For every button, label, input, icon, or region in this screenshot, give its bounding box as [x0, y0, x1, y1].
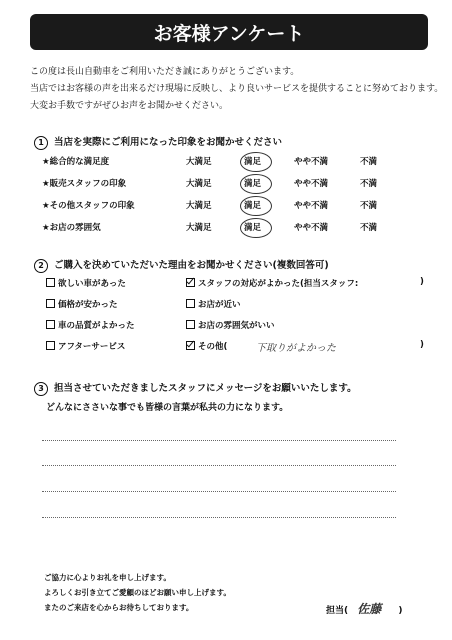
section-number: 3	[34, 382, 48, 396]
rating-option[interactable]	[186, 177, 212, 189]
rating-option[interactable]	[294, 155, 328, 167]
footer-line: ご協力に心よりお礼を申し上げます。	[44, 573, 171, 582]
footer-line: よろしくお引き立てご愛顧のほどお願い申し上げます。	[44, 588, 231, 597]
rating-option-label: やや不満	[294, 223, 329, 233]
rating-option-label: 満足	[244, 223, 262, 233]
rating-row	[42, 177, 402, 193]
reason-label: 欲しい車があった	[58, 279, 126, 289]
footer-line: またのご来店を心からお待ちしております。	[44, 603, 194, 612]
intro-text	[30, 64, 443, 115]
reason-option[interactable]	[46, 319, 135, 331]
section-number: 2	[34, 259, 48, 273]
reason-option[interactable]	[186, 319, 275, 331]
rating-option-label: 不満	[360, 223, 378, 233]
message-line[interactable]	[42, 517, 396, 518]
reason-label: その他(	[198, 342, 228, 352]
reason-option[interactable]	[186, 298, 241, 310]
intro-line: この度は長山自動車をご利用いただき誠にありがとうございます。	[30, 67, 300, 77]
reason-label: 価格が安かった	[58, 300, 118, 310]
rating-option[interactable]	[294, 199, 328, 211]
rating-row-label: ★お店の雰囲気	[42, 223, 101, 233]
section-heading-text: 当店を実際にご利用になった印象をお聞かせください	[54, 137, 283, 148]
message-line[interactable]	[42, 465, 396, 466]
rating-option-label: 大満足	[186, 201, 212, 211]
reason-option[interactable]	[46, 277, 126, 289]
rating-row	[42, 221, 402, 237]
section2-heading	[34, 257, 329, 273]
checkbox[interactable]	[186, 299, 195, 308]
rating-option[interactable]	[186, 221, 212, 233]
staff-signature	[326, 600, 403, 617]
checkbox[interactable]	[46, 299, 55, 308]
rating-option-label: やや不満	[294, 201, 329, 211]
reason-label: アフターサービス	[58, 342, 126, 352]
selected-circle-mark	[240, 196, 272, 216]
section3-heading	[34, 380, 357, 396]
rating-option[interactable]	[294, 177, 328, 189]
rating-option-label: 不満	[360, 179, 378, 189]
rating-option[interactable]	[360, 177, 377, 189]
reason-option[interactable]	[186, 340, 227, 352]
rating-row-label: ★販売スタッフの印象	[42, 179, 127, 189]
reason-option[interactable]	[46, 340, 125, 352]
staff-label: 担当(	[326, 606, 349, 616]
rating-option[interactable]	[244, 199, 261, 211]
footer-text	[44, 570, 231, 615]
intro-line: 当店ではお客様の声を出来るだけ現場に反映し、より良いサービスを提供することに努めております。	[30, 84, 444, 94]
rating-option[interactable]	[244, 155, 261, 167]
close-paren: )	[420, 277, 424, 287]
selected-circle-mark	[240, 218, 272, 238]
rating-option[interactable]	[360, 199, 377, 211]
reason-option[interactable]	[186, 277, 358, 289]
close-paren: )	[420, 340, 424, 350]
checkbox-checked[interactable]	[186, 278, 195, 287]
reason-option[interactable]	[46, 298, 118, 310]
rating-option-label: 満足	[244, 157, 262, 167]
reason-label: スタッフの対応がよかった(担当スタッフ:	[198, 279, 359, 289]
rating-option-label: 不満	[360, 201, 378, 211]
rating-row-label: ★総合的な満足度	[42, 157, 110, 167]
rating-option-label: 満足	[244, 179, 262, 189]
handwritten-staff-name: 佐藤	[357, 602, 382, 616]
reason-label: 車の品質がよかった	[58, 321, 135, 331]
rating-option-label: 大満足	[186, 223, 212, 233]
section3-subheading: どんなにささいな事でも皆様の言葉が私共の力になります。	[46, 403, 289, 413]
rating-option[interactable]	[360, 221, 377, 233]
selected-circle-mark	[240, 152, 272, 172]
rating-option[interactable]	[244, 221, 261, 233]
rating-option-label: 大満足	[186, 157, 212, 167]
section-heading-text: ご購入を決めていただいた理由をお聞かせください(複数回答可)	[54, 260, 329, 271]
rating-option[interactable]	[186, 155, 212, 167]
rating-option[interactable]	[186, 199, 212, 211]
rating-option[interactable]	[244, 177, 261, 189]
selected-circle-mark	[240, 174, 272, 194]
rating-option-label: 不満	[360, 157, 378, 167]
rating-row-label: ★その他スタッフの印象	[42, 201, 135, 211]
section1-heading	[34, 134, 282, 150]
message-line[interactable]	[42, 440, 396, 441]
rating-row	[42, 155, 402, 171]
checkbox[interactable]	[46, 278, 55, 287]
rating-option-label: 大満足	[186, 179, 212, 189]
handwritten-other-reason: 下取りがよかった	[256, 343, 336, 354]
reason-label: お店の雰囲気がいい	[198, 321, 275, 331]
section-heading-text: 担当させていただきましたスタッフにメッセージをお願いいたします。	[54, 383, 357, 394]
message-line[interactable]	[42, 491, 396, 492]
rating-option[interactable]	[360, 155, 377, 167]
checkbox-checked[interactable]	[186, 341, 195, 350]
intro-line: 大変お手数ですがぜひお声をお聞かせください。	[30, 101, 229, 111]
checkbox[interactable]	[46, 320, 55, 329]
reason-label: お店が近い	[198, 300, 241, 310]
checkbox[interactable]	[46, 341, 55, 350]
checkbox[interactable]	[186, 320, 195, 329]
staff-close: )	[398, 606, 403, 616]
rating-option[interactable]	[294, 221, 328, 233]
rating-row	[42, 199, 402, 215]
rating-option-label: 満足	[244, 201, 262, 211]
rating-option-label: やや不満	[294, 179, 329, 189]
section-number: 1	[34, 136, 48, 150]
rating-option-label: やや不満	[294, 157, 329, 167]
survey-title-banner	[30, 14, 428, 50]
survey-title: お客様アンケート	[153, 22, 305, 45]
